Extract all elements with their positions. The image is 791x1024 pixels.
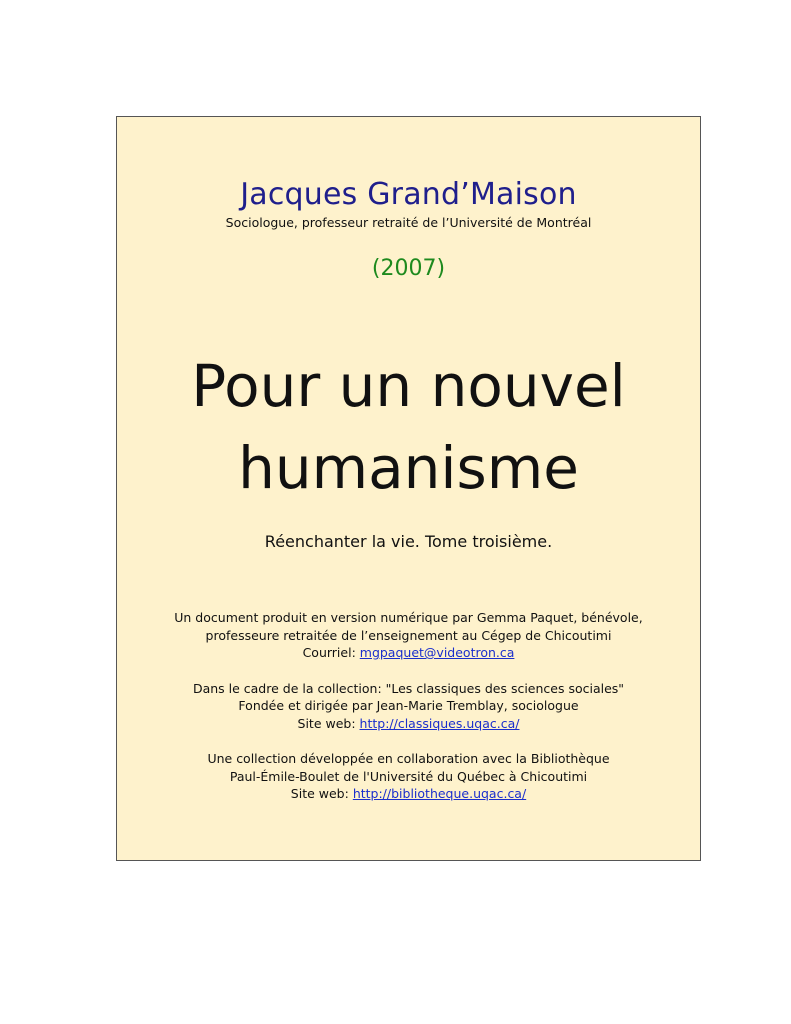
collection-site-label: Site web: xyxy=(297,715,360,731)
credits xyxy=(117,609,700,821)
collection-site-line xyxy=(117,715,700,733)
digitization-line-2: professeure retraitée de l’enseignement au Cégep de Chicoutimi xyxy=(205,627,612,643)
library-credit xyxy=(117,750,700,803)
author-role: Sociologue, professeur retraité de l’Université de Montréal xyxy=(225,215,592,230)
library-site-line xyxy=(117,785,700,803)
book-title xyxy=(117,345,700,509)
library-line-2: Paul-Émile-Boulet de l'Université du Québec à Chicoutimi xyxy=(229,768,588,784)
cover-page xyxy=(116,116,701,861)
library-site-link[interactable]: http://bibliotheque.uqac.ca/ xyxy=(352,786,527,801)
digitization-line-1: Un document produit en version numérique par Gemma Paquet, bénévole, xyxy=(174,610,643,625)
collection-credit xyxy=(117,680,700,733)
email-line xyxy=(117,644,700,662)
digitization-credit xyxy=(117,609,700,662)
email-link[interactable]: mgpaquet@videotron.ca xyxy=(359,645,515,660)
library-site-label: Site web: xyxy=(290,786,353,801)
collection-line-2: Fondée et dirigée par Jean-Marie Tremblay, sociologue xyxy=(238,698,579,713)
library-line-1: Une collection développée en collaboration avec la Bibliothèque xyxy=(207,751,610,766)
collection-site-link[interactable]: http://classiques.uqac.ca/ xyxy=(359,715,520,731)
collection-line-1: Dans le cadre de la collection: "Les classiques des sciences sociales" xyxy=(192,680,625,696)
email-label: Courriel: xyxy=(302,645,360,660)
publication-year: (2007) xyxy=(371,256,446,281)
book-title-line-2: humanisme xyxy=(238,434,579,502)
author-name: Jacques Grand’Maison xyxy=(240,177,577,212)
book-subtitle: Réenchanter la vie. Tome troisième. xyxy=(264,532,553,551)
book-title-line-1: Pour un nouvel xyxy=(191,352,626,420)
